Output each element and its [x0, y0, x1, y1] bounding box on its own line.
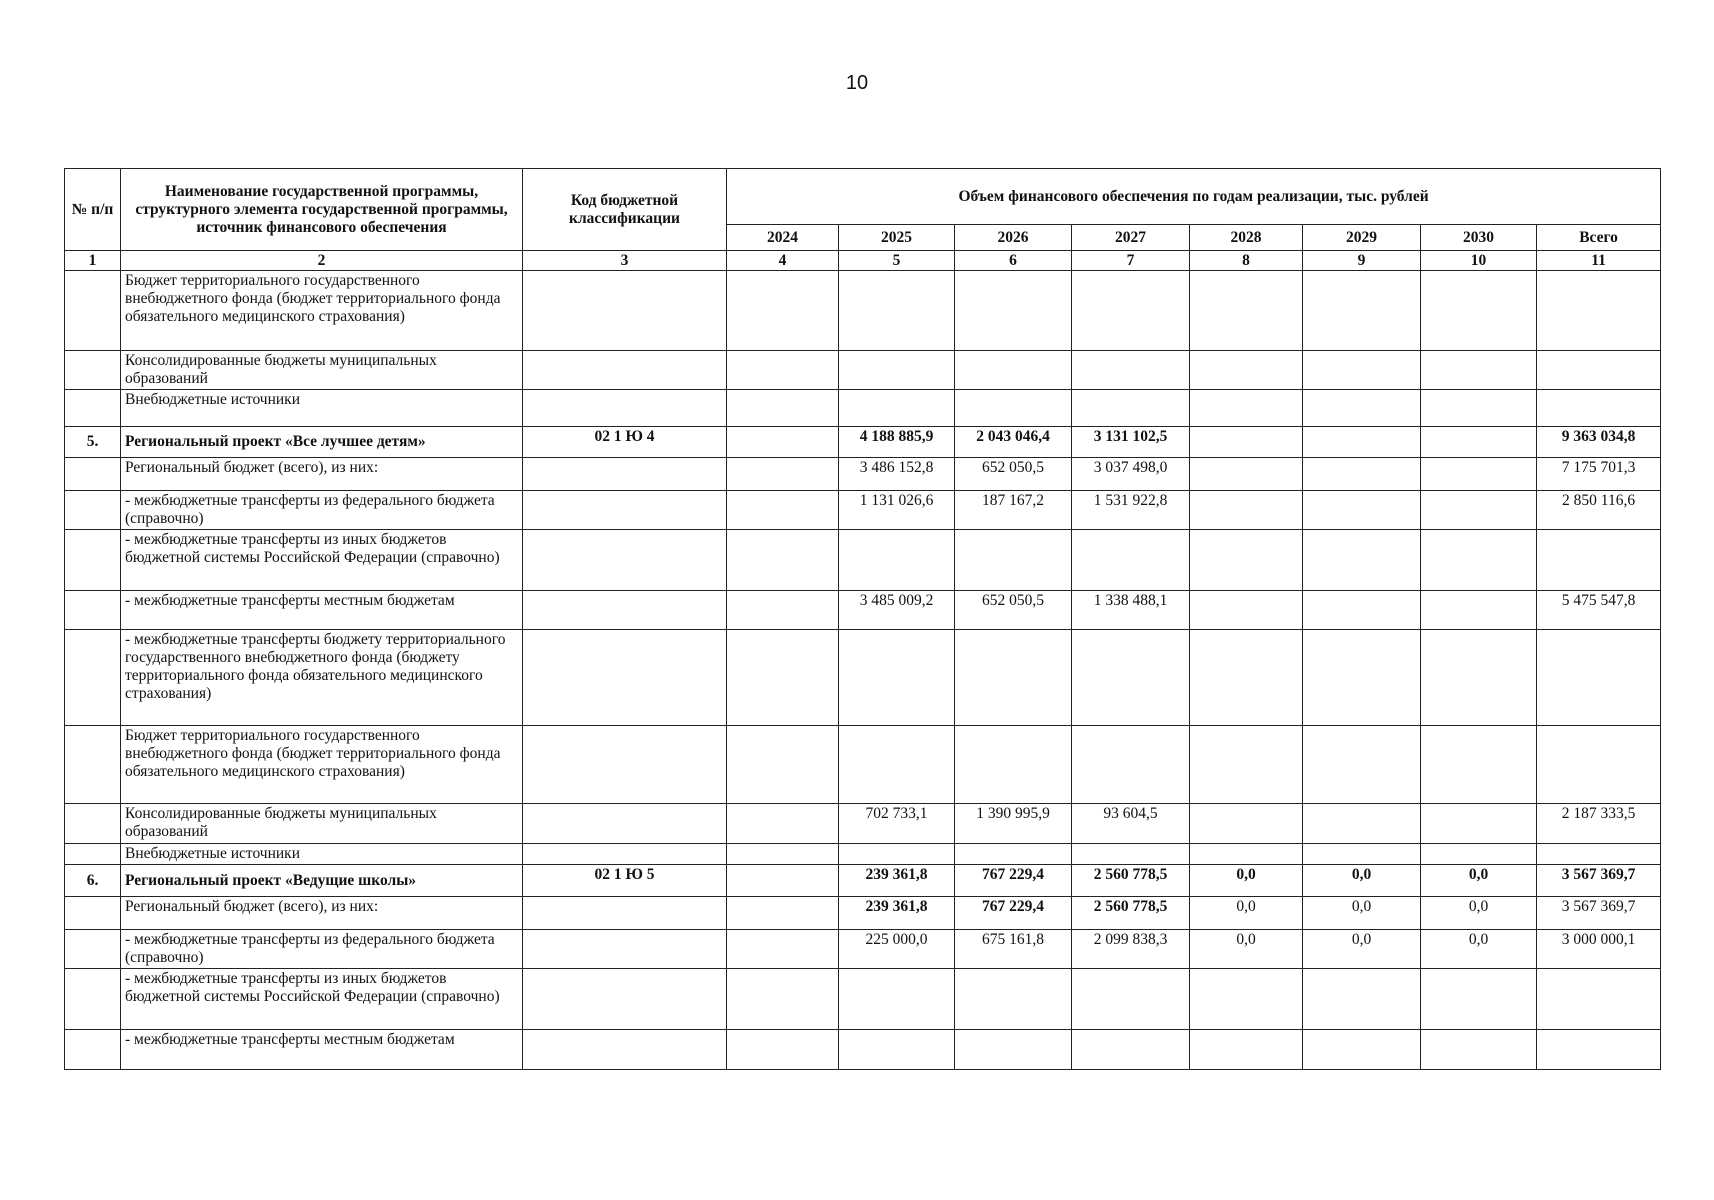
row-value: [1072, 969, 1190, 1030]
row-value: 1 531 922,8: [1072, 491, 1190, 530]
header-volume: Объем финансового обеспечения по годам реализации, тыс. рублей: [727, 169, 1661, 225]
row-name: Консолидированные бюджеты муниципальных образований: [121, 804, 523, 844]
row-value: 3 131 102,5: [1072, 427, 1190, 458]
row-value: [727, 390, 839, 427]
table-row: [65, 844, 1661, 865]
row-value: [1190, 969, 1303, 1030]
table-row: [65, 897, 1661, 930]
row-index: [65, 351, 121, 390]
row-code: [523, 897, 727, 930]
row-total: [1537, 1030, 1661, 1070]
row-index: [65, 1030, 121, 1070]
row-value: 0,0: [1303, 930, 1421, 969]
row-value: 1 338 488,1: [1072, 591, 1190, 630]
row-value: 0,0: [1303, 897, 1421, 930]
row-name: - межбюджетные трансферты местным бюджетам: [121, 591, 523, 630]
row-value: [1303, 530, 1421, 591]
row-total: [1537, 271, 1661, 351]
row-value: [1421, 491, 1537, 530]
row-total: 3 567 369,7: [1537, 897, 1661, 930]
row-index: [65, 844, 121, 865]
row-value: 225 000,0: [839, 930, 955, 969]
row-value: 2 560 778,5: [1072, 865, 1190, 897]
row-value: [1190, 726, 1303, 804]
header-year: 2024: [727, 225, 839, 251]
row-value: [1421, 271, 1537, 351]
table-row: [65, 458, 1661, 491]
row-value: 0,0: [1190, 930, 1303, 969]
row-value: [955, 271, 1072, 351]
page-number: 10: [845, 72, 869, 94]
header-name: Наименование государственной программы, структурного элемента государственной программы, источник финансового обеспечения: [121, 169, 523, 251]
row-index: 6.: [65, 865, 121, 897]
row-code: [523, 271, 727, 351]
row-name: Региональный бюджет (всего), из них:: [121, 897, 523, 930]
header-no: № п/п: [65, 169, 121, 251]
table-row: [65, 271, 1661, 351]
row-value: 2 099 838,3: [1072, 930, 1190, 969]
row-index: [65, 491, 121, 530]
row-value: [727, 491, 839, 530]
row-value: [1421, 427, 1537, 458]
row-value: 2 043 046,4: [955, 427, 1072, 458]
row-value: 0,0: [1303, 865, 1421, 897]
column-number: 5: [839, 251, 955, 271]
row-value: [955, 351, 1072, 390]
row-value: [1072, 271, 1190, 351]
row-value: [1421, 726, 1537, 804]
row-value: [955, 1030, 1072, 1070]
financing-table: [64, 168, 1661, 1070]
row-name: Региональный бюджет (всего), из них:: [121, 458, 523, 491]
column-number: 8: [1190, 251, 1303, 271]
row-code: [523, 491, 727, 530]
row-code: [523, 726, 727, 804]
row-value: [1072, 726, 1190, 804]
header-year: 2026: [955, 225, 1072, 251]
header-year: 2028: [1190, 225, 1303, 251]
row-value: [1303, 351, 1421, 390]
row-value: [839, 726, 955, 804]
row-name: - межбюджетные трансферты местным бюджетам: [121, 1030, 523, 1070]
row-value: 93 604,5: [1072, 804, 1190, 844]
row-value: [1303, 591, 1421, 630]
row-value: [727, 530, 839, 591]
row-index: [65, 726, 121, 804]
column-number-row: [65, 251, 1661, 271]
table-row: [65, 491, 1661, 530]
row-value: [1190, 427, 1303, 458]
row-total: 7 175 701,3: [1537, 458, 1661, 491]
row-value: [839, 351, 955, 390]
column-number: 11: [1537, 251, 1661, 271]
row-value: [955, 390, 1072, 427]
row-value: 239 361,8: [839, 897, 955, 930]
row-value: [1190, 804, 1303, 844]
row-total: [1537, 351, 1661, 390]
row-value: [1421, 530, 1537, 591]
row-value: [727, 804, 839, 844]
row-name: Внебюджетные источники: [121, 390, 523, 427]
row-code: [523, 1030, 727, 1070]
row-value: [1303, 1030, 1421, 1070]
row-code: [523, 630, 727, 726]
table-body: [65, 271, 1661, 1070]
row-value: [1303, 427, 1421, 458]
row-value: 675 161,8: [955, 930, 1072, 969]
table-row: [65, 390, 1661, 427]
table-row: [65, 427, 1661, 458]
row-name: - межбюджетные трансферты из иных бюджетов бюджетной системы Российской Федерации (справочно): [121, 969, 523, 1030]
row-value: 1 131 026,6: [839, 491, 955, 530]
row-value: [1190, 1030, 1303, 1070]
row-value: [839, 844, 955, 865]
row-code: [523, 844, 727, 865]
row-total: 3 000 000,1: [1537, 930, 1661, 969]
header-total: Всего: [1537, 225, 1661, 251]
row-value: [955, 726, 1072, 804]
row-code: [523, 969, 727, 1030]
row-index: [65, 630, 121, 726]
row-name: - межбюджетные трансферты из федерального бюджета (справочно): [121, 930, 523, 969]
row-index: [65, 390, 121, 427]
row-value: [1190, 591, 1303, 630]
row-index: [65, 271, 121, 351]
row-value: [1190, 530, 1303, 591]
row-value: 767 229,4: [955, 897, 1072, 930]
table-row: [65, 351, 1661, 390]
table-row: [65, 804, 1661, 844]
row-name: - межбюджетные трансферты бюджету территориального государственного внебюджетного фонда (бюджету территориального фонда обязательного медицинского страхования): [121, 630, 523, 726]
row-value: [1190, 351, 1303, 390]
row-name: Бюджет территориального государственного внебюджетного фонда (бюджет территориального фонда обязательного медицинского страхования): [121, 271, 523, 351]
row-value: 767 229,4: [955, 865, 1072, 897]
header-year: 2029: [1303, 225, 1421, 251]
header-year: 2030: [1421, 225, 1537, 251]
row-value: [727, 897, 839, 930]
row-total: [1537, 530, 1661, 591]
table-row: [65, 969, 1661, 1030]
header-code: Код бюджетной классификации: [523, 169, 727, 251]
row-value: [727, 591, 839, 630]
row-value: [955, 530, 1072, 591]
row-value: [1190, 390, 1303, 427]
column-number: 9: [1303, 251, 1421, 271]
row-value: 1 390 995,9: [955, 804, 1072, 844]
row-value: [839, 530, 955, 591]
row-value: [1190, 491, 1303, 530]
row-value: [1303, 969, 1421, 1030]
row-code: [523, 930, 727, 969]
row-value: [1421, 390, 1537, 427]
row-value: [1303, 458, 1421, 491]
row-code: 02 1 Ю 4: [523, 427, 727, 458]
row-value: 0,0: [1421, 865, 1537, 897]
row-value: [1303, 844, 1421, 865]
row-value: [839, 271, 955, 351]
row-code: [523, 351, 727, 390]
column-number: 3: [523, 251, 727, 271]
row-total: 5 475 547,8: [1537, 591, 1661, 630]
row-index: [65, 591, 121, 630]
row-value: [839, 630, 955, 726]
row-code: [523, 458, 727, 491]
table-row: [65, 865, 1661, 897]
row-name: Региональный проект «Все лучшее детям»: [121, 427, 523, 458]
row-value: [1303, 726, 1421, 804]
row-value: 702 733,1: [839, 804, 955, 844]
row-value: [839, 1030, 955, 1070]
row-value: [1190, 458, 1303, 491]
row-value: [1303, 390, 1421, 427]
row-name: - межбюджетные трансферты из федерального бюджета (справочно): [121, 491, 523, 530]
row-total: 2 850 116,6: [1537, 491, 1661, 530]
row-value: [1072, 844, 1190, 865]
row-value: 652 050,5: [955, 591, 1072, 630]
row-name: - межбюджетные трансферты из иных бюджетов бюджетной системы Российской Федерации (справочно): [121, 530, 523, 591]
row-value: [839, 390, 955, 427]
row-value: 0,0: [1421, 897, 1537, 930]
row-value: 0,0: [1190, 865, 1303, 897]
row-code: [523, 390, 727, 427]
row-value: [1421, 1030, 1537, 1070]
table-header: [65, 169, 1661, 271]
row-code: 02 1 Ю 5: [523, 865, 727, 897]
row-value: 239 361,8: [839, 865, 955, 897]
row-value: [1190, 630, 1303, 726]
row-value: 2 560 778,5: [1072, 897, 1190, 930]
row-index: [65, 804, 121, 844]
row-value: [1072, 390, 1190, 427]
header-year: 2027: [1072, 225, 1190, 251]
row-value: [727, 844, 839, 865]
row-value: 0,0: [1421, 930, 1537, 969]
table-row: [65, 1030, 1661, 1070]
row-code: [523, 591, 727, 630]
row-value: 3 037 498,0: [1072, 458, 1190, 491]
column-number: 2: [121, 251, 523, 271]
column-number: 1: [65, 251, 121, 271]
row-total: 2 187 333,5: [1537, 804, 1661, 844]
row-value: [727, 1030, 839, 1070]
column-number: 6: [955, 251, 1072, 271]
row-index: [65, 897, 121, 930]
row-value: [727, 865, 839, 897]
row-index: [65, 530, 121, 591]
table-row: [65, 630, 1661, 726]
row-value: [727, 726, 839, 804]
row-value: [1072, 351, 1190, 390]
row-name: Бюджет территориального государственного внебюджетного фонда (бюджет территориального фонда обязательного медицинского страхования): [121, 726, 523, 804]
row-value: 3 485 009,2: [839, 591, 955, 630]
row-total: [1537, 844, 1661, 865]
row-total: [1537, 390, 1661, 427]
row-total: 3 567 369,7: [1537, 865, 1661, 897]
row-value: [1421, 591, 1537, 630]
row-value: [727, 271, 839, 351]
row-value: [1303, 491, 1421, 530]
row-value: [1421, 844, 1537, 865]
row-index: [65, 930, 121, 969]
row-value: [1303, 630, 1421, 726]
row-value: [1421, 458, 1537, 491]
row-value: 187 167,2: [955, 491, 1072, 530]
row-name: Консолидированные бюджеты муниципальных образований: [121, 351, 523, 390]
table-row: [65, 930, 1661, 969]
row-value: [1303, 271, 1421, 351]
row-total: 9 363 034,8: [1537, 427, 1661, 458]
row-code: [523, 804, 727, 844]
row-total: [1537, 969, 1661, 1030]
column-number: 7: [1072, 251, 1190, 271]
row-value: [1303, 804, 1421, 844]
row-value: [727, 351, 839, 390]
row-value: 652 050,5: [955, 458, 1072, 491]
row-value: [727, 930, 839, 969]
row-index: [65, 969, 121, 1030]
row-value: [955, 844, 1072, 865]
row-value: [1072, 1030, 1190, 1070]
row-value: 4 188 885,9: [839, 427, 955, 458]
row-value: [1421, 630, 1537, 726]
table-row: [65, 530, 1661, 591]
row-value: [1190, 271, 1303, 351]
row-name: Региональный проект «Ведущие школы»: [121, 865, 523, 897]
row-total: [1537, 630, 1661, 726]
table-row: [65, 591, 1661, 630]
row-code: [523, 530, 727, 591]
row-value: 0,0: [1190, 897, 1303, 930]
row-value: [955, 630, 1072, 726]
table-row: [65, 726, 1661, 804]
row-value: [1190, 844, 1303, 865]
row-index: 5.: [65, 427, 121, 458]
header-year: 2025: [839, 225, 955, 251]
row-value: [727, 969, 839, 1030]
row-index: [65, 458, 121, 491]
row-total: [1537, 726, 1661, 804]
row-value: [1072, 630, 1190, 726]
row-value: [1072, 530, 1190, 591]
row-value: [727, 630, 839, 726]
row-value: [727, 458, 839, 491]
row-name: Внебюджетные источники: [121, 844, 523, 865]
row-value: [955, 969, 1072, 1030]
row-value: 3 486 152,8: [839, 458, 955, 491]
row-value: [1421, 804, 1537, 844]
row-value: [839, 969, 955, 1030]
row-value: [1421, 969, 1537, 1030]
column-number: 4: [727, 251, 839, 271]
row-value: [727, 427, 839, 458]
column-number: 10: [1421, 251, 1537, 271]
row-value: [1421, 351, 1537, 390]
